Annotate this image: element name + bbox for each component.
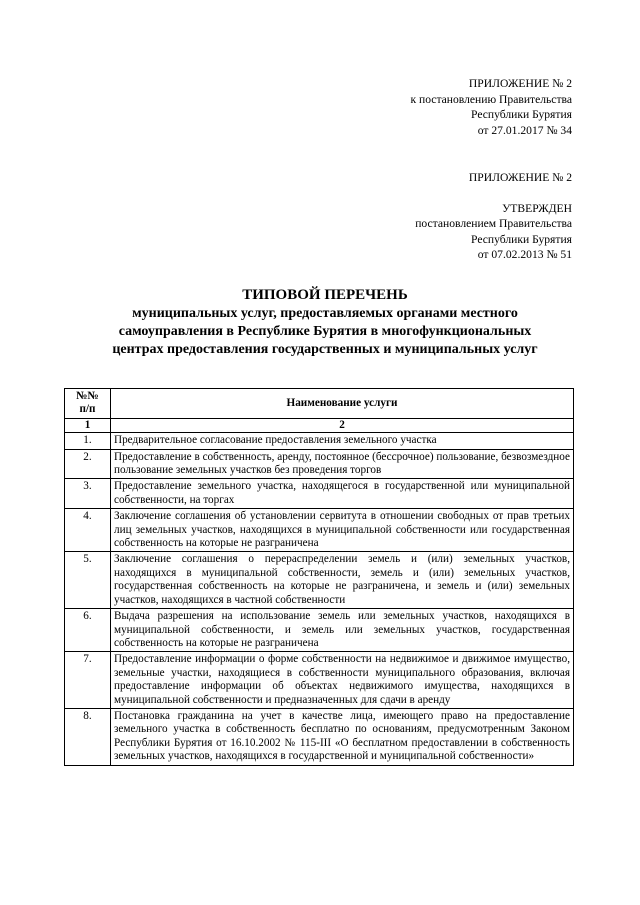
table-row [65, 609, 574, 652]
row-service-name: Предоставление в собственность, аренду, постоянное (бессрочное) пользование, безвозмездное пользование земельных участков без проведения торгов [111, 449, 574, 479]
row-number: 3. [65, 479, 111, 509]
appendix-label: ПРИЛОЖЕНИЕ № 2 [468, 171, 572, 184]
services-table [64, 388, 574, 766]
title-subtitle-line: муниципальных услуг, предоставляемых органами местного [132, 306, 518, 321]
row-service-name: Заключение соглашения о перераспределении земель и (или) земельных участков, находящихся в муниципальной собственности, земель и (или) земельных участков, государственная собственность на которые не разграничена, и земель и (или) земельных участков, находящихся в частной собственности [111, 552, 574, 609]
title-main: ТИПОВОЙ ПЕРЕЧЕНЬ [242, 287, 408, 303]
appendix-date: от 27.01.2017 № 34 [477, 123, 572, 137]
table-row [65, 433, 574, 449]
appendix-header-original [415, 170, 572, 263]
row-service-name: Постановка гражданина на учет в качестве лица, имеющего право на предоставление земельного участка в собственность бесплатно по основаниям, предусмотренным Законом Республики Бурятия от 16.10.2002 № 115-III «О бесплатном предоставлении в собственность земельных участков, находящихся в государственной и муниципальной собственности» [111, 708, 574, 765]
document-title [60, 286, 590, 359]
table-header-row [65, 389, 574, 419]
index-col-1: 1 [65, 418, 111, 432]
row-number: 6. [65, 609, 111, 652]
row-service-name: Предварительное согласование предоставления земельного участка [111, 433, 574, 449]
approved-republic: Республики Бурятия [471, 232, 572, 246]
appendix-resolution-ref: к постановлению Правительства [410, 92, 572, 106]
table-row [65, 652, 574, 709]
appendix-republic: Республики Бурятия [471, 108, 572, 121]
header-number-line1: №№ [76, 390, 99, 402]
row-number: 2. [65, 449, 111, 479]
table-row [65, 449, 574, 479]
row-service-name: Выдача разрешения на использование земель или земельных участков, находящихся в муниципальной собственности, и земель или земельных участков, государственная собственность на которые не разграничена [111, 609, 574, 652]
title-subtitle-line: центрах предоставления государственных и муниципальных услуг [112, 342, 538, 357]
row-service-name: Заключение соглашения об установлении сервитута в отношении свободных от прав третьих лиц земельных участков, находящихся в муниципальной собственности или государственная собственность на которые не разграничена [111, 509, 574, 552]
services-table-container [64, 388, 574, 766]
appendix-label: ПРИЛОЖЕНИЕ № 2 [468, 77, 572, 90]
row-number: 8. [65, 708, 111, 765]
appendix-header-amended [410, 76, 572, 138]
header-service-name: Наименование услуги [111, 389, 574, 419]
table-row [65, 552, 574, 609]
approved-resolution-ref: постановлением Правительства [415, 217, 572, 230]
approved-date: от 07.02.2013 № 51 [477, 248, 572, 261]
approved-label: УТВЕРЖДЕН [502, 201, 572, 215]
table-row [65, 479, 574, 509]
row-number: 1. [65, 433, 111, 449]
table-index-row [65, 418, 574, 432]
table-row [65, 509, 574, 552]
row-service-name: Предоставление информации о форме собственности на недвижимое и движимое имущество, земельные участки, находящиеся в собственности муниципального образования, включая предоставление информации об объектах недвижимого имущества, находящихся в муниципальной собственности и предназначенных для сдачи в аренду [111, 652, 574, 709]
row-number: 4. [65, 509, 111, 552]
index-col-2: 2 [111, 418, 574, 432]
table-row [65, 708, 574, 765]
row-number: 5. [65, 552, 111, 609]
row-service-name: Предоставление земельного участка, находящегося в государственной или муниципальной собственности, на торгах [111, 479, 574, 509]
title-subtitle-line: самоуправления в Республике Бурятия в многофункциональных [118, 324, 532, 339]
header-number [65, 389, 111, 419]
row-number: 7. [65, 652, 111, 709]
header-number-line2: п/п [79, 403, 96, 416]
